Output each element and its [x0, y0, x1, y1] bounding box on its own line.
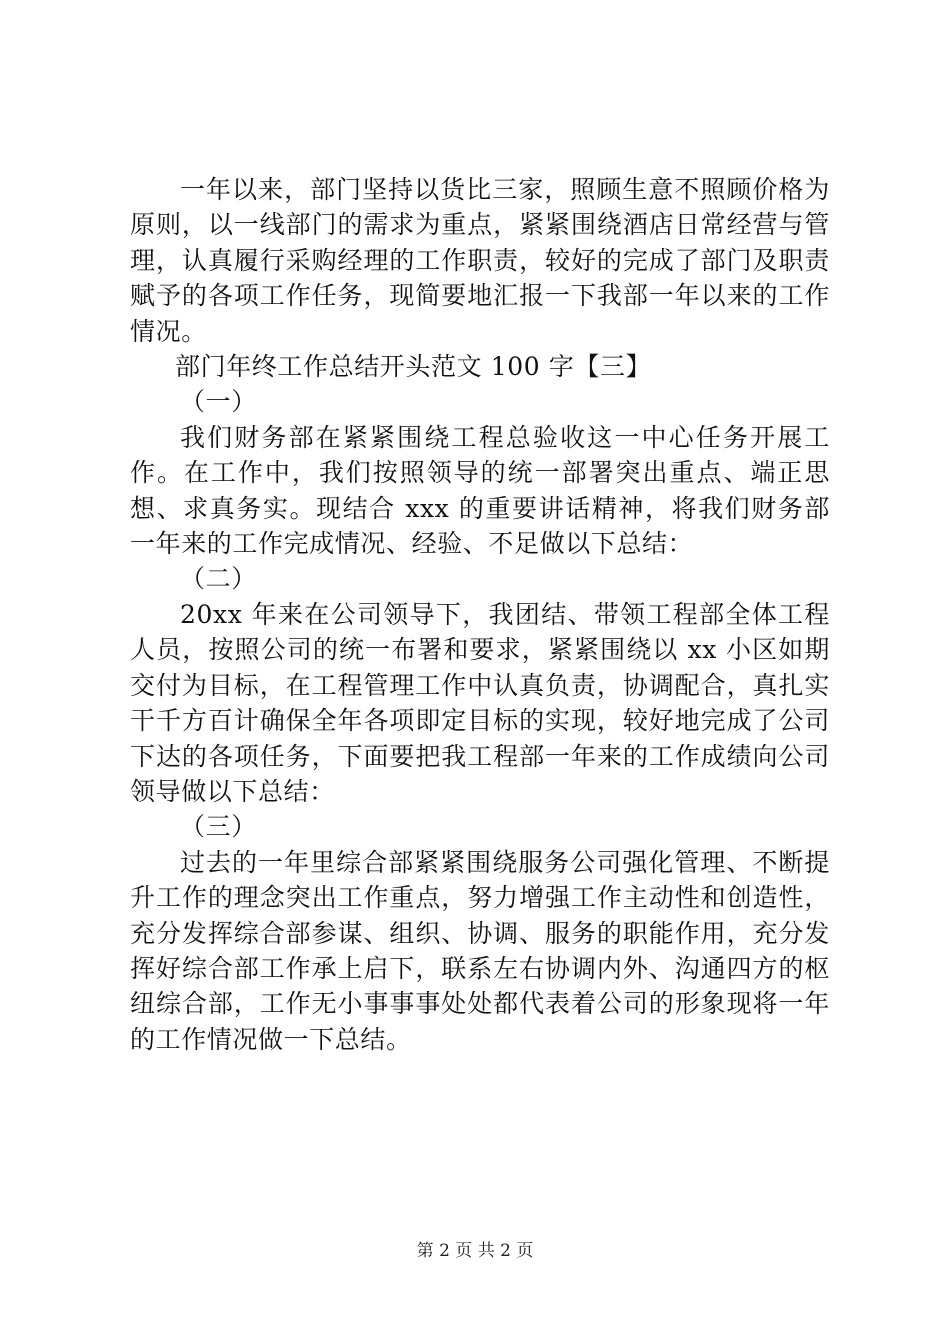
section-paragraph-2: 20xx 年来在公司领导下，我团结、带领工程部全体工程人员，按照公司的统一布署和要求，紧紧围绕以 xx 小区如期交付为目标，在工程管理工作中认真负责，协调配合，真扎实干千方百计确保全年各项即定目标的实现，较好地完成了公司下达的各项任务，下面要把我工程部一年来的工作成绩向公司领导做以下总结：: [130, 599, 830, 806]
intro-paragraph: 一年以来，部门坚持以货比三家，照顾生意不照顾价格为原则，以一线部门的需求为重点，紧紧围绕酒店日常经营与管理，认真履行采购经理的工作职责，较好的完成了部门及职责赋予的各项工作任务，现简要地汇报一下我部一年以来的工作情况。: [130, 175, 830, 346]
section-paragraph-3: 过去的一年里综合部紧紧围绕服务公司强化管理、不断提升工作的理念突出工作重点，努力增强工作主动性和创造性，充分发挥综合部参谋、组织、协调、服务的职能作用，充分发挥好综合部工作承上启下，联系左右协调内外、沟通四方的枢纽综合部，工作无小事事事处处都代表着公司的形象现将一年的工作情况做一下总结。: [130, 847, 830, 1054]
section-label-1: （一）: [180, 387, 257, 417]
section-label-2: （二）: [180, 564, 257, 594]
document-body: [130, 172, 830, 1057]
page-footer: 第 2 页 共 2 页: [416, 1241, 534, 1261]
section-title: 部门年终工作总结开头范文 100 字【三】: [175, 352, 652, 382]
section-paragraph-1: 我们财务部在紧紧围绕工程总验收这一中心任务开展工作。在工作中，我们按照领导的统一部署突出重点、端正思想、求真务实。现结合 xxx 的重要讲话精神，将我们财务部一年来的工作完成情况、经验、不足做以下总结：: [130, 422, 830, 559]
section-label-3: （三）: [180, 812, 257, 842]
